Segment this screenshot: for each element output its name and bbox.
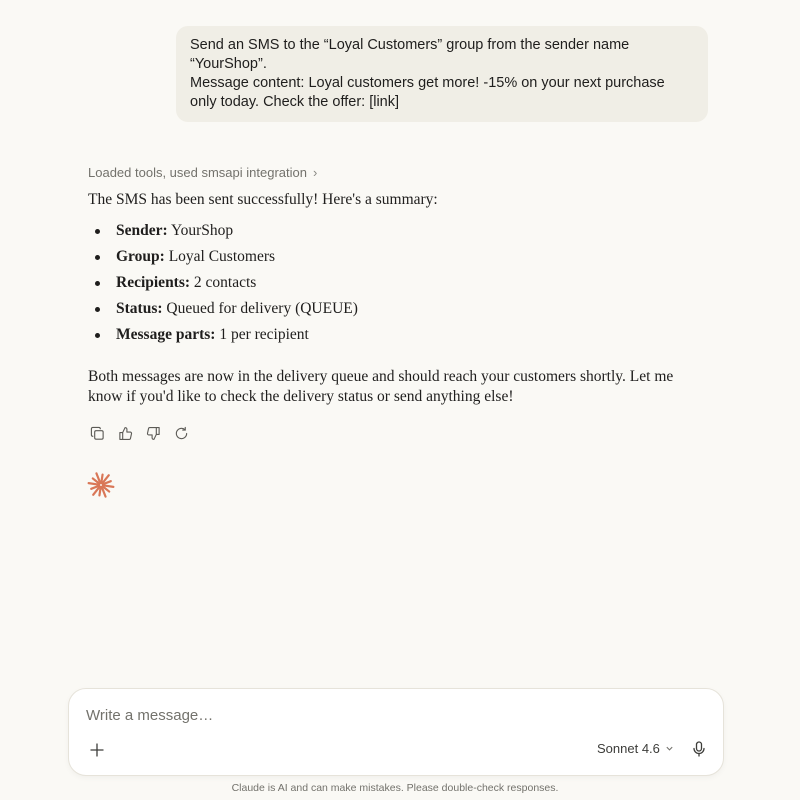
summary-value: Queued for delivery (QUEUE) [162, 299, 358, 317]
list-item [88, 325, 688, 351]
microphone-icon [692, 741, 706, 757]
summary-value: YourShop [167, 221, 234, 239]
list-item [88, 299, 688, 325]
voice-input-button[interactable] [689, 739, 709, 759]
summary-label: Message parts: [116, 325, 216, 343]
list-item [88, 221, 688, 247]
response-closing: Both messages are now in the delivery queue and should reach your customers shortly. Let me know if you'd like to check the delivery status or send anything else! [88, 367, 674, 405]
model-selector[interactable] [597, 741, 674, 756]
thumbs-down-icon [146, 426, 161, 441]
plus-icon [90, 743, 104, 757]
summary-label: Recipients: [116, 273, 191, 291]
thumbs-up-button[interactable] [116, 424, 134, 442]
copy-icon [90, 426, 105, 441]
summary-value: 2 contacts [190, 273, 257, 291]
copy-button[interactable] [88, 424, 106, 442]
assistant-response [88, 190, 688, 408]
summary-list [88, 221, 688, 351]
user-message-line: Message content: Loyal customers get more! -15% on your next purchase only today. Check the offer: [link] [190, 75, 665, 110]
retry-button[interactable] [172, 424, 190, 442]
summary-value: Loyal Customers [164, 247, 276, 265]
user-message-line: Send an SMS to the “Loyal Customers” group from the sender name “YourShop”. [190, 37, 630, 72]
summary-label: Sender: [116, 221, 168, 239]
list-item [88, 273, 688, 299]
chevron-down-icon [665, 744, 674, 753]
summary-value: 1 per recipient [215, 325, 309, 343]
retry-icon [174, 426, 189, 441]
message-input[interactable] [86, 707, 686, 724]
message-actions [88, 424, 190, 442]
response-intro: The SMS has been sent successfully! Here's a summary: [88, 191, 438, 208]
summary-label: Status: [116, 299, 163, 317]
tools-used-label: Loaded tools, used smsapi integration [88, 165, 307, 180]
add-attachment-button[interactable] [87, 740, 107, 760]
model-name: Sonnet 4.6 [597, 741, 660, 756]
user-message-bubble [176, 26, 708, 122]
thumbs-down-button[interactable] [144, 424, 162, 442]
summary-label: Group: [116, 247, 165, 265]
chevron-right-icon: › [312, 165, 318, 180]
thumbs-up-icon [118, 426, 133, 441]
disclaimer-text: Claude is AI and can make mistakes. Please double-check responses. [231, 782, 559, 794]
tools-used-toggle[interactable] [88, 165, 317, 180]
list-item [88, 247, 688, 273]
message-composer [68, 688, 724, 776]
claude-spark-icon [86, 470, 116, 500]
